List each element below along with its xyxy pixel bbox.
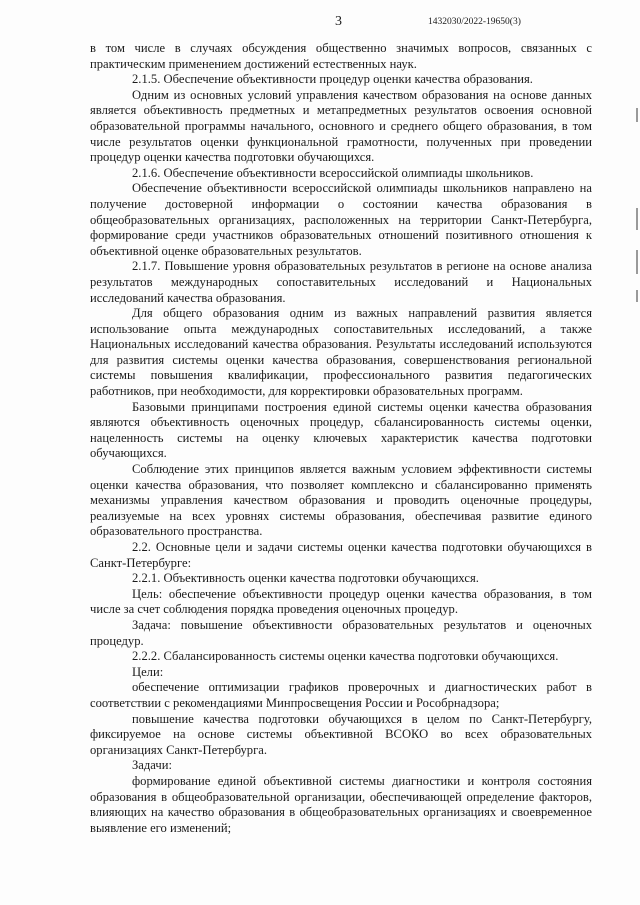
paragraph: Соблюдение этих принципов является важным условием эффективности системы оценки качества образования, что позволяет комплексно и сбалансированно применять механизмы управления качеством образования и проводить оценочные процедуры, реализуемые на всех уровнях системы образования, обеспечивая развитие единого образовательного пространства. bbox=[90, 462, 592, 539]
section-heading-2-1-7: 2.1.7. Повышение уровня образовательных результатов в регионе на основе анализа результатов международных сопоставительных исследований и Национальных исследований качества образования. bbox=[90, 259, 592, 305]
paragraph: Для общего образования одним из важных направлений развития является использование опыта международных сопоставительных исследований, а также Национальных исследований качества образования. Результаты исследований используются для развития системы оценки качества образования, совершенствования региональной системы повышения квалификации, профессионального развития педагогических работников, при необходимости, для корректировки образовательных программ. bbox=[90, 306, 592, 399]
paragraph: Базовыми принципами построения единой системы оценки качества образования являются объективность оценочных процедур, сбалансированность системы оценки, нацеленность системы на оценку ключевых характеристик качества подготовки обучающихся. bbox=[90, 399, 592, 461]
list-item: формирование единой объективной системы диагностики и контроля состояния образования в общеобразовательной организации, обеспечивающей определение факторов, влияющих на качество образования в общеобразовательных организациях и своевременное выявление его изменений; bbox=[90, 773, 592, 835]
scan-edge-mark bbox=[636, 108, 638, 122]
paragraph: Одним из основных условий управления качеством образования на основе данных является объективность предметных и метапредметных результатов освоения основной образовательной программы начального, основного и среднего общего образования, в том числе результатов оценки функциональной грамотности, полученных при проведении процедур оценки качества подготовки обучающихся. bbox=[90, 87, 592, 165]
list-item: повышение качества подготовки обучающихся в целом по Санкт-Петербургу, фиксируемое на основе системы объективной ВСОКО во всех образовательных организациях Санкт-Петербурга. bbox=[90, 711, 592, 757]
section-heading-2-2: 2.2. Основные цели и задачи системы оценки качества подготовки обучающихся в Санкт-Петербурге: bbox=[90, 540, 592, 570]
section-heading-2-2-2: 2.2.2. Сбалансированность системы оценки качества подготовки обучающихся. bbox=[132, 649, 559, 664]
paragraph: Обеспечение объективности всероссийской олимпиады школьников направлено на получение достоверной информации о состоянии качества образования в общеобразовательных организациях, расположенных на территории Санкт-Петербурга, формирование среди участников образовательных отношений позитивного отношения к объективной оценке образовательных результатов. bbox=[90, 181, 592, 258]
paragraph: в том числе в случаях обсуждения общественно значимых вопросов, связанных с практическим применением достижений естественных наук. bbox=[90, 41, 592, 71]
scan-edge-mark bbox=[636, 208, 638, 230]
list-item: обеспечение оптимизации графиков проверочных и диагностических работ в соответствии с рекомендациями Минпросвещения России и Рособрнадзора; bbox=[90, 680, 592, 710]
scan-edge-mark bbox=[636, 250, 638, 274]
document-id: 1432030/2022-19650(3) bbox=[428, 17, 521, 27]
task-paragraph: Задача: повышение объективности образовательных результатов и оценочных процедур. bbox=[90, 617, 592, 648]
scan-edge-mark bbox=[636, 290, 638, 302]
section-heading-2-1-6: 2.1.6. Обеспечение объективности всероссийской олимпиады школьников. bbox=[132, 165, 534, 180]
section-heading-2-1-5: 2.1.5. Обеспечение объективности процедур оценки качества образования. bbox=[132, 72, 533, 87]
goals-label: Цели: bbox=[132, 664, 164, 679]
page-number: 3 bbox=[335, 14, 342, 29]
goal-paragraph: Цель: обеспечение объективности процедур оценки качества образования, в том числе за счет соблюдения порядка проведения оценочных процедур. bbox=[90, 586, 592, 617]
section-heading-2-2-1: 2.2.1. Объективность оценки качества подготовки обучающихся. bbox=[132, 571, 479, 586]
tasks-label: Задачи: bbox=[132, 758, 172, 773]
document-body bbox=[90, 41, 592, 836]
